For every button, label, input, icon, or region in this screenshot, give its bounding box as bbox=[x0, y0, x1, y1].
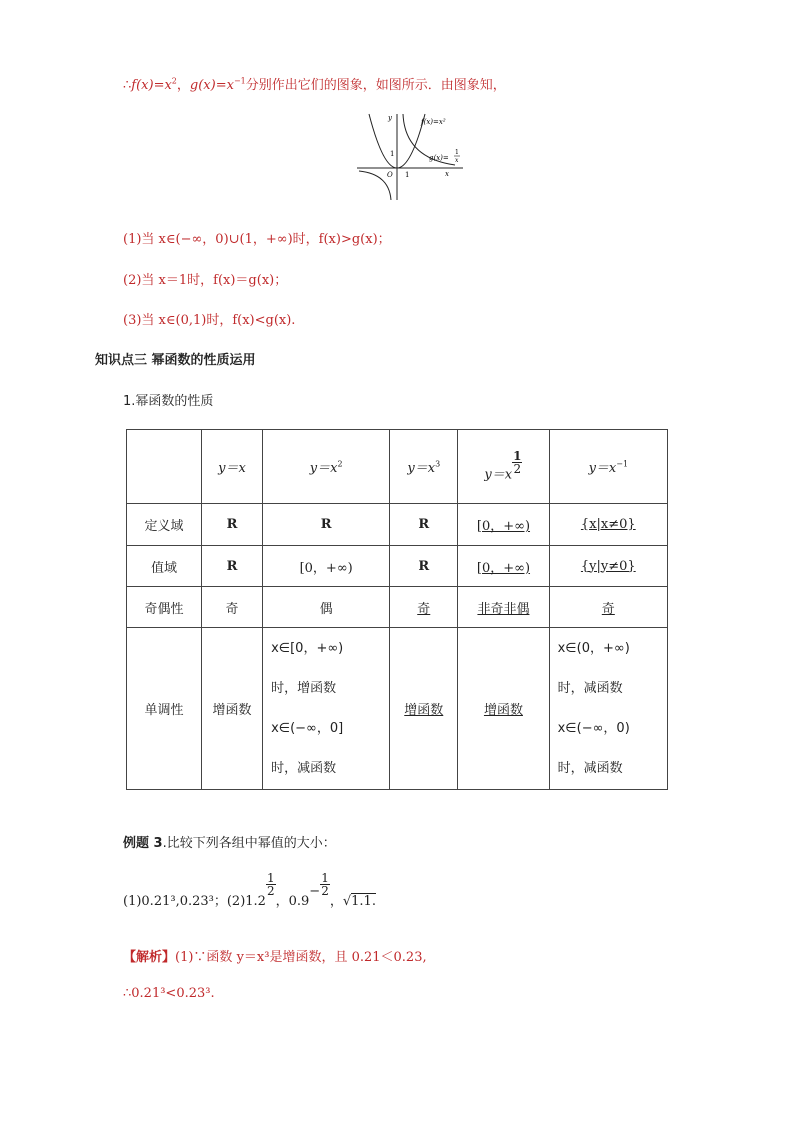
table-cell: 增函数 bbox=[201, 628, 262, 790]
result-1: (1)当 x∈(−∞，0)∪(1，+∞)时，f(x)>g(x)； bbox=[123, 232, 391, 247]
header-cell bbox=[390, 430, 458, 504]
result-2: (2)当 x＝1时，f(x)＝g(x)； bbox=[123, 273, 288, 288]
header-text: y＝x bbox=[588, 461, 617, 476]
table-cell: 奇 bbox=[201, 587, 262, 628]
tick-x-label: 1 bbox=[405, 171, 410, 179]
example-label: 例题 3 bbox=[123, 836, 163, 851]
table-row bbox=[127, 504, 668, 546]
expr-part1: (1)0.21³,0.23³；(2)1.2 bbox=[123, 894, 266, 909]
example-expressions bbox=[123, 872, 376, 909]
expr-sep2: ， bbox=[329, 894, 343, 909]
example-title bbox=[123, 832, 336, 851]
header-cell bbox=[263, 430, 390, 504]
mono-x2-cell bbox=[263, 628, 390, 790]
table-cell: 非奇非偶 bbox=[458, 587, 549, 628]
header-text: y＝x bbox=[309, 461, 338, 476]
mono-line: x∈[0，+∞) bbox=[271, 640, 344, 656]
table-cell: R bbox=[390, 546, 458, 587]
g-frac-num: 1 bbox=[455, 149, 459, 156]
mono-line: x∈(−∞，0] bbox=[271, 720, 344, 736]
f-curve-label: f(x)=x² bbox=[421, 118, 446, 126]
mono-line: 时，减函数 bbox=[271, 760, 337, 776]
table-row bbox=[127, 546, 668, 587]
intro-line bbox=[123, 74, 506, 93]
row-label: 单调性 bbox=[127, 628, 202, 790]
table-cell: {x|x≠0} bbox=[549, 504, 667, 546]
result-3: (3)当 x∈(0,1)时，f(x)<g(x). bbox=[123, 313, 296, 328]
half-den: 2 bbox=[513, 462, 522, 477]
tick-y-label: 1 bbox=[390, 150, 395, 158]
y-label: y bbox=[388, 114, 392, 122]
table-cell: R bbox=[263, 504, 390, 546]
table-cell: 奇 bbox=[549, 587, 667, 628]
table-row bbox=[127, 587, 668, 628]
solution-text-1: (1)∵函数 y＝x³是增函数，且 0.21＜0.23, bbox=[175, 950, 427, 965]
header-cell bbox=[458, 430, 549, 504]
origin-label: O bbox=[387, 171, 393, 179]
g-frac-den: x bbox=[455, 157, 459, 164]
mono-line: 时，增函数 bbox=[271, 680, 337, 696]
table-cell: 增函数 bbox=[458, 628, 549, 790]
half-num: 1 bbox=[513, 449, 522, 464]
header-text: y＝x bbox=[484, 467, 513, 483]
row-label: 奇偶性 bbox=[127, 587, 202, 628]
mono-line: x∈(−∞，0) bbox=[557, 720, 630, 736]
frac-den: 2 bbox=[266, 884, 275, 898]
solution-tag: 【解析】 bbox=[123, 950, 176, 965]
table-cell: R bbox=[201, 504, 262, 546]
f-definition: f(x)=x bbox=[131, 78, 172, 93]
table-cell: R bbox=[201, 546, 262, 587]
g-exponent: −1 bbox=[233, 76, 246, 86]
sqrt-symbol: √ bbox=[342, 894, 352, 909]
solution-line-1 bbox=[123, 946, 427, 965]
row-label: 值域 bbox=[127, 546, 202, 587]
exp-half-2 bbox=[320, 872, 330, 897]
row-label: 定义域 bbox=[127, 504, 202, 546]
header-text: y＝x bbox=[407, 461, 436, 476]
table-header-row bbox=[127, 430, 668, 504]
frac-num: 1 bbox=[321, 871, 329, 885]
x-label: x bbox=[445, 170, 449, 178]
table-cell: [0，+∞) bbox=[458, 546, 549, 587]
frac-den: 2 bbox=[321, 884, 329, 898]
frac-num: 1 bbox=[266, 871, 275, 885]
table-cell: {y|y≠0} bbox=[549, 546, 667, 587]
mono-line: 时，减函数 bbox=[557, 680, 623, 696]
header-cell bbox=[201, 430, 262, 504]
header-sup: −1 bbox=[616, 459, 629, 469]
sqrt-argument: 1.1. bbox=[351, 894, 376, 909]
table-cell: [0，+∞) bbox=[458, 504, 549, 546]
g-curve-label: g(x)= bbox=[429, 154, 449, 162]
mono-line: x∈(0，+∞) bbox=[557, 640, 630, 656]
corner-cell bbox=[127, 430, 202, 504]
expr-sep: ，0.9 bbox=[275, 894, 310, 909]
mono-line: 时，减函数 bbox=[557, 760, 623, 776]
function-graph bbox=[355, 108, 470, 203]
table-cell: 奇 bbox=[390, 587, 458, 628]
header-sup: 3 bbox=[435, 459, 441, 469]
table-cell: [0，+∞) bbox=[263, 546, 390, 587]
solution-line-2: ∴0.21³<0.23³. bbox=[123, 986, 215, 1001]
power-function-table bbox=[126, 429, 668, 790]
header-text: y＝x bbox=[218, 461, 246, 476]
section-title: 知识点三 幂函数的性质运用 bbox=[95, 353, 256, 368]
table-row bbox=[127, 628, 668, 790]
subsection-title: 1.幂函数的性质 bbox=[123, 394, 214, 409]
f-exponent: 2 bbox=[171, 76, 177, 86]
half-exponent bbox=[512, 450, 522, 475]
header-cell bbox=[549, 430, 667, 504]
minus-sign: − bbox=[309, 884, 321, 899]
mono-xinv-cell bbox=[549, 628, 667, 790]
table-cell: 增函数 bbox=[390, 628, 458, 790]
therefore-symbol: ∴ bbox=[123, 78, 132, 93]
separator: ， bbox=[176, 78, 190, 93]
exp-half-1 bbox=[266, 872, 276, 897]
g-definition: g(x)=x bbox=[189, 78, 234, 93]
table-cell: 偶 bbox=[263, 587, 390, 628]
intro-rest: 分别作出它们的图象，如图所示．由图象知， bbox=[245, 78, 506, 93]
header-sup: 2 bbox=[337, 459, 343, 469]
example-text: .比较下列各组中幂值的大小： bbox=[162, 836, 336, 851]
table-cell: R bbox=[390, 504, 458, 546]
